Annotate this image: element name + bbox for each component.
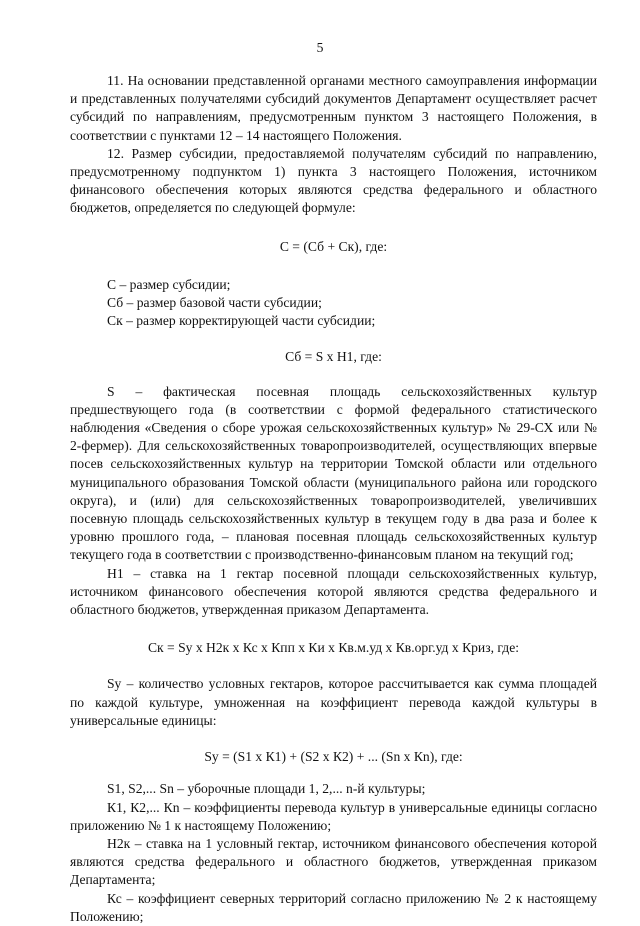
formula-base-part: Сб = S x Н1, где: — [285, 349, 382, 365]
definition-s1: S1, S2,... Sn – уборочные площади 1, 2,... n-й культуры; — [107, 781, 426, 797]
document-body — [70, 72, 597, 926]
definition-sy: Sу – количество условных гектаров, которое рассчитывается как сумма площадей по каждой культуре, умноженная на коэффициент перевода каждой культуры в универсальные единицы: — [70, 676, 597, 728]
definition-k1: К1, К2,... Кn – коэффициенты перевода культур в универсальные единицы согласно приложению № 1 к настоящему Положению; — [70, 799, 597, 833]
paragraph-11: 11. На основании представленной органами местного самоуправления информации и представленных получателями субсидий документов Департамент осуществляет расчет субсидий по направлениям, предусмотренным пунктом 3 настоящего Положения, в соответствии с пунктами 12 – 14 настоящего Положения. — [70, 73, 597, 143]
definition-c: С – размер субсидии; — [107, 276, 231, 292]
definition-s: S – фактическая посевная площадь сельскохозяйственных культур предшествующего года (в соответствии с формой федерального статистического наблюдения «Сведения о сборе урожая сельскохозяйственных культур» № 29-СХ или № 2-фермер). Для сельскохозяйственных товаропроизводителей, осуществляющих впервые посев сельскохозяйственных культур на территории Томской области или отдельного муниципального образования Томской области (муниципального района или городского округа), и (или) для сельскохозяйственных товаропроизводителей, увеличивших посевную площадь сельскохозяйственных культур в текущем году в два раза и более к уровню прошлого года, – плановая посевная площадь сельскохозяйственных культур текущего года в соответствии с производственно-финансовым планом на текущий год; — [70, 383, 597, 563]
definition-cb: Сб – размер базовой части субсидии; — [107, 295, 322, 311]
formula-subsidy: С = (Сб + Ск), где: — [279, 238, 388, 254]
definition-ck: Ск – размер корректирующей части субсидии; — [107, 313, 376, 329]
definition-h2k: Н2к – ставка на 1 условный гектар, источником финансового обеспечения которой являются средства федерального и областного бюджетов, утвержденная приказом Департамента; — [70, 835, 597, 888]
formula-conditional-hectares: Sу = (S1 x К1) + (S2 x К2) + ... (Sn x Кn), где: — [204, 749, 463, 765]
paragraph-12: 12. Размер субсидии, предоставляемой получателям субсидий по направлению, предусмотренному подпунктом 1) пункта 3 настоящего Положения, источником финансового обеспечения которых являются средства федерального и областного бюджетов, определяется по следующей формуле: — [70, 145, 597, 216]
definition-kc: Кс – коэффициент северных территорий согласно приложению № 2 к настоящему Положению; — [70, 890, 597, 924]
formula-correcting-part: Ск = Sу x Н2к x Кс x Кпп x Ки x Кв.м.уд x Кв.орг.уд x Криз, где: — [147, 640, 520, 656]
page-number: 5 — [316, 40, 324, 55]
definition-h1: Н1 – ставка на 1 гектар посевной площади сельскохозяйственных культур, источником финансового обеспечения которой являются средства федерального и областного бюджетов, утвержденная приказом Департамента. — [70, 565, 597, 618]
